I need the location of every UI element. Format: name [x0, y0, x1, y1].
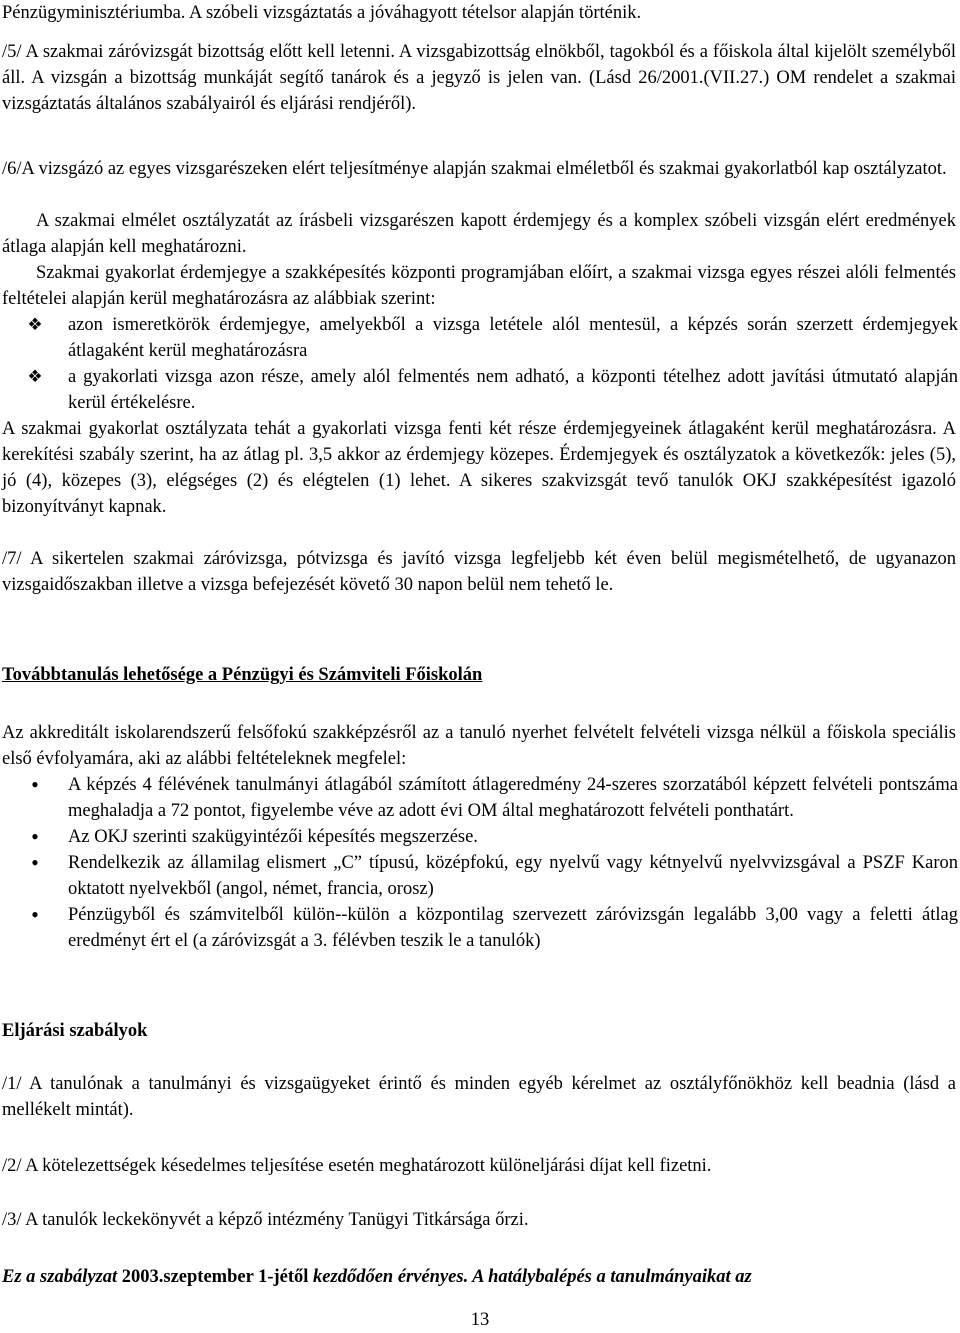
round-bullet-icon: •	[31, 850, 39, 875]
list-item	[0, 364, 958, 416]
list-item	[0, 902, 958, 954]
diamond-bullet-icon: ❖	[27, 315, 43, 334]
paragraph-6b: A szakmai elmélet osztályzatát az írásbeli vizsgarészen kapott érdemjegy és a komplex szóbeli vizsgán elért eredmények átlaga alapján kell meghatározni.	[2, 211, 956, 257]
page-number: 13	[470, 1310, 490, 1330]
list-item-text: Pénzügyből és számvitelből külön--külön a központilag szervezett záróvizsgán legalább 3,00 vagy a feletti átlag eredményt ért el (a záróvizsgát a 3. félévben teszik le a tanulók)	[68, 905, 958, 951]
effective-date: 2003.szeptember 1-jétől	[121, 1267, 309, 1287]
paragraph-6d: A szakmai gyakorlat osztályzata tehát a gyakorlati vizsga fenti két része érdemjegyeinek átlagaként kerül meghatározásra. A kerekítési szabály szerint, ha az átlag pl. 3,5 akkor az érdemjegy közepes. Érdemjegyek és osztályzatok a következők: jeles (5), jó (4), közepes (3), elégséges (2) és elégtelen (1) lehet. A sikeres szakvizsgát tevő tanulók OKJ szakképesítést igazoló bizonyítványt kapnak.	[2, 419, 956, 517]
list-item	[0, 824, 958, 850]
paragraph-6c: Szakmai gyakorlat érdemjegye a szakképesítés központi programjában előírt, a szakmai vizsga egyes részei alóli felmentés feltételei alapján kerül meghatározásra az alábbiak szerint:	[2, 263, 956, 309]
list-item-text: azon ismeretkörök érdemjegye, amelyekből a vizsga letétele alól mentesül, a képzés során szerzett érdemjegyek átlagaként kerül meghatározásra	[68, 315, 958, 361]
procedure-1: /1/ A tanulónak a tanulmányi és vizsgaügyeket érintő és minden egyéb kérelmet az osztályfőnökhöz kell beadnia (lásd a mellékelt mintát).	[2, 1074, 956, 1120]
diamond-bullet-icon: ❖	[27, 367, 43, 386]
paragraph-5: /5/ A szakmai záróvizsgát bizottság előtt kell letenni. A vizsgabizottság elnökből, tagokból és a főiskola által kijelölt személyből áll. A vizsgán a bizottság munkáját segítő tanárok és a jegyző is jelen van. (Lásd 26/2001.(VII.27.) OM rendelet a szakmai vizsgáztatás általános szabályairól és eljárási rendjéről).	[2, 42, 956, 114]
list-item-text: Az OKJ szerinti szakügyintézői képesítés megszerzése.	[68, 827, 478, 847]
round-bullet-icon: •	[31, 824, 39, 849]
list-item	[0, 850, 958, 902]
list-item	[0, 772, 958, 824]
list-item	[0, 312, 958, 364]
list-item-text: a gyakorlati vizsga azon része, amely alól felmentés nem adható, a központi tételhez adott javítási útmutató alapján kerül értékelésre.	[68, 367, 958, 413]
procedure-3: /3/ A tanulók leckekönyvét a képző intézmény Tanügyi Titkársága őrzi.	[2, 1210, 529, 1230]
round-bullet-icon: •	[31, 902, 39, 927]
condition-list	[0, 772, 958, 954]
section-heading-further-studies: Továbbtanulás lehetősége a Pénzügyi és Számviteli Főiskolán	[2, 665, 483, 685]
procedure-2: /2/ A kötelezettségek késedelmes teljesítése esetén meghatározott különeljárási díjat kell fizetni.	[2, 1156, 712, 1176]
section-heading-procedures: Eljárási szabályok	[2, 1021, 148, 1041]
effective-date-lead: Ez a szabályzat	[2, 1267, 122, 1287]
effective-date-statement	[2, 1264, 956, 1290]
list-item-text: A képzés 4 félévének tanulmányi átlagából számított átlageredmény 24-szeres szorzatából képzett felvételi pontszáma meghaladja a 72 pontot, figyelembe véve az adott évi OM által meghatározott felvételi ponthatárt.	[68, 775, 958, 821]
intro-top-line: Pénzügyminisztériumba. A szóbeli vizsgáztatás a jóváhagyott tételsor alapján történik.	[2, 3, 642, 23]
effective-date-rest: kezdődően érvényes. A hatálybalépés a tanulmányaikat az	[308, 1267, 752, 1287]
diamond-list	[0, 312, 958, 416]
paragraph-6a: /6/A vizsgázó az egyes vizsgarészeken elért teljesítménye alapján szakmai elméletből és szakmai gyakorlatból kap osztályzatot.	[2, 159, 947, 179]
list-item-text: Rendelkezik az államilag elismert „C” típusú, középfokú, egy nyelvű vagy kétnyelvű nyelvvizsgával a PSZF Karon oktatott nyelvekből (angol, német, francia, orosz)	[68, 853, 958, 899]
round-bullet-icon: •	[31, 772, 39, 797]
paragraph-7: /7/ A sikertelen szakmai záróvizsga, pótvizsga és javító vizsga legfeljebb két éven belül megismételhető, de ugyanazon vizsgaidőszakban illetve a vizsga befejezését követő 30 napon belül nem tehető le.	[2, 549, 956, 595]
further-studies-intro: Az akkreditált iskolarendszerű felsőfokú szakképzésről az a tanuló nyerhet felvételt felvételi vizsga nélkül a főiskola speciális első évfolyamára, aki az alábbi feltételeknek megfelel:	[2, 723, 956, 769]
